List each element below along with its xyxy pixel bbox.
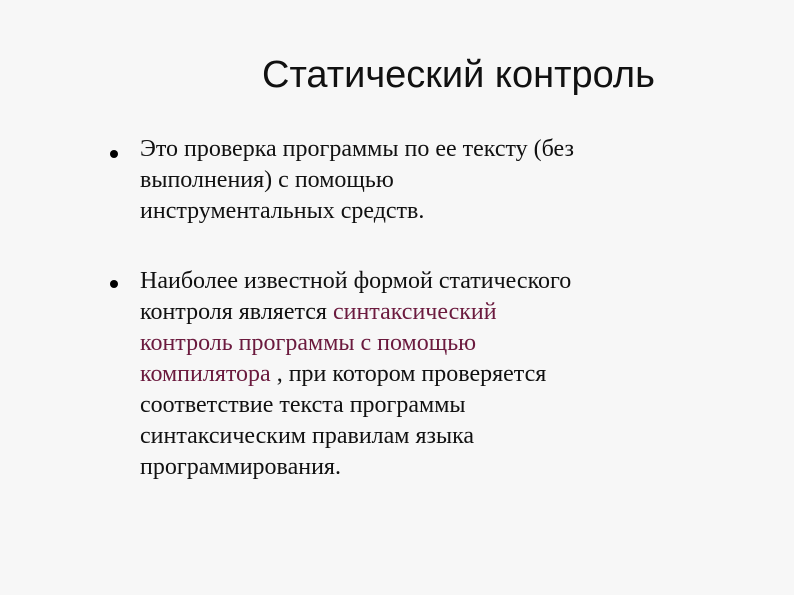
highlighted-term: синтаксический xyxy=(332,299,497,325)
bullet-text xyxy=(140,134,700,227)
highlighted-term: компилятора xyxy=(140,361,271,387)
text-segment: Наиболее известной формой статического xyxy=(140,268,572,294)
bullet-line xyxy=(140,359,700,390)
bullet-line: программирования. xyxy=(140,454,341,480)
bullet-line xyxy=(140,266,700,297)
bullet-line: синтаксическим правилам языка xyxy=(140,423,475,449)
bullet-line xyxy=(140,297,700,328)
bullet-marker xyxy=(110,280,118,288)
bullet-text xyxy=(140,266,700,483)
highlighted-term: контроль программы с помощью xyxy=(140,330,477,356)
bullet-marker xyxy=(110,150,118,158)
text-segment: контроля является xyxy=(140,299,333,325)
bullet-line: выполнения) с помощью xyxy=(140,167,394,193)
bullet-line: соответствие текста программы xyxy=(140,392,466,418)
bullet-line: Это проверка программы по ее тексту (без xyxy=(140,136,574,162)
bullet-line: инструментальных средств. xyxy=(140,198,425,224)
slide-title: Статический контроль xyxy=(262,54,655,96)
text-segment: , при котором проверяется xyxy=(270,361,547,387)
